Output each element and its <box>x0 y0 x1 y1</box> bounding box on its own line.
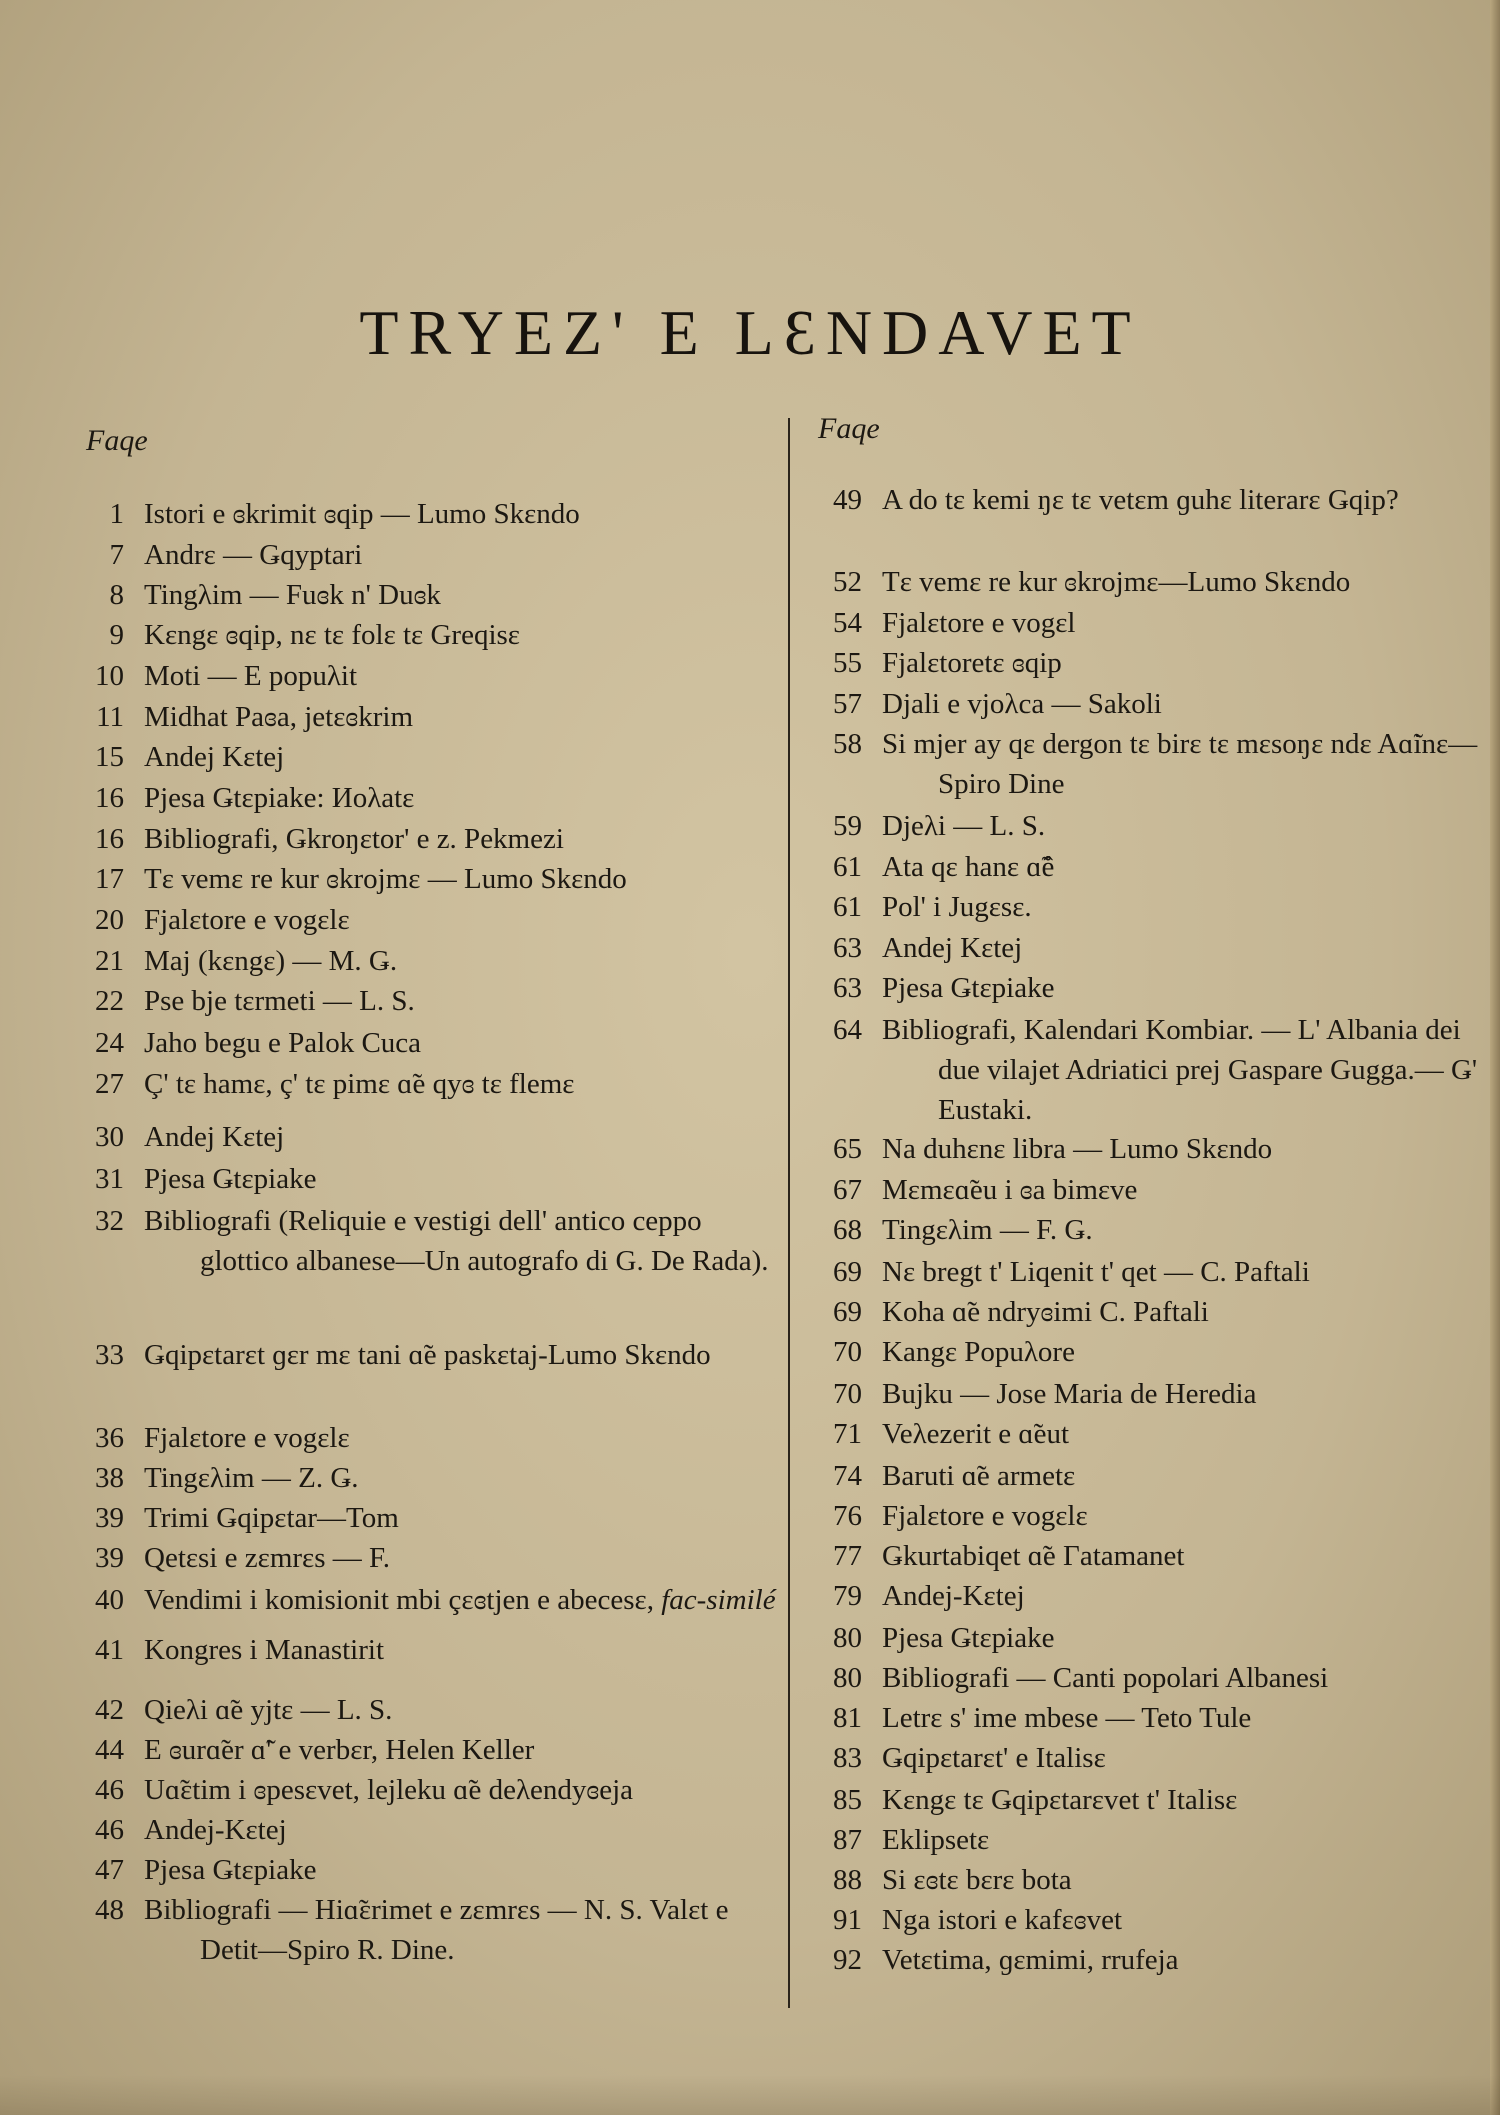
entry-title <box>144 494 780 534</box>
entry-title-text: Ǥqipɛtarɛt' e Italisɛ <box>882 1742 1106 1774</box>
toc-entry <box>60 575 780 615</box>
entry-title <box>882 643 1498 683</box>
page-number: 71 <box>833 1418 862 1450</box>
entry-title <box>882 806 1498 846</box>
toc-entry <box>798 928 1498 968</box>
page-number: 52 <box>833 566 862 598</box>
page-number: 17 <box>95 863 124 895</box>
entry-title-text: Kongres i Manastirit <box>144 1634 385 1666</box>
page-number: 57 <box>833 688 862 720</box>
toc-entry <box>798 684 1498 724</box>
entry-title-text: Nɛ bregt t' Liqenit t' qet — C. Paftali <box>882 1256 1310 1288</box>
toc-entry <box>60 1630 780 1670</box>
page-number: 46 <box>95 1774 124 1806</box>
entry-title <box>144 1335 780 1375</box>
toc-entry <box>60 1458 780 1498</box>
entry-title-text: Ata qɛ hanɛ ɑ̃ê <box>882 851 1055 883</box>
entry-title-text: Tingɛλim — F. Ǥ. <box>882 1214 1093 1246</box>
entry-title <box>144 1850 780 1890</box>
entry-title-text: Ǥqipɛtarɛt ɡɛr mɛ tani ɑ̃e paskɛtaj-Lumo Skɛndo <box>144 1339 711 1371</box>
entry-title-text: A do tɛ kemi ŋɛ tɛ vetɛm ɡuhɛ literarɛ Ǥqip? <box>882 484 1399 516</box>
page-number: 7 <box>109 539 124 571</box>
entry-title <box>144 778 780 818</box>
page-number: 88 <box>833 1864 862 1896</box>
toc-entry <box>798 1496 1498 1536</box>
entry-title <box>144 737 780 777</box>
entry-title-text: Nga istori e kafɛɞvet <box>882 1904 1123 1936</box>
entry-title-text: Pse bje tɛrmeti — L. S. <box>144 985 415 1017</box>
page-number: 27 <box>95 1068 124 1100</box>
toc-entry <box>60 1159 780 1199</box>
entry-title <box>882 1170 1498 1210</box>
entry-title <box>144 535 780 575</box>
page-number: 77 <box>833 1540 862 1572</box>
page-number: 11 <box>96 701 124 733</box>
left-page-header: Faqe <box>86 424 148 457</box>
entry-title <box>144 1890 780 1970</box>
toc-entry <box>798 1536 1498 1576</box>
toc-entry <box>798 1576 1498 1616</box>
entry-title-text: Vetɛtima, ɡɛmimi, rrufeja <box>882 1944 1179 1976</box>
entry-title <box>144 1630 780 1670</box>
entry-title-text: Andej Kɛtej <box>144 741 285 773</box>
page-number: 61 <box>833 851 862 883</box>
toc-entry <box>798 1738 1498 1778</box>
entry-title-text: Trimi Ǥqipɛtar—Tom <box>144 1502 399 1534</box>
entry-title-text: Andrɛ — Ǥqyptari <box>144 539 363 571</box>
toc-entry <box>60 1064 780 1104</box>
page-number: 39 <box>95 1542 124 1574</box>
toc-entry <box>60 1810 780 1850</box>
page-number: 69 <box>833 1256 862 1288</box>
entry-title <box>144 1159 780 1199</box>
entry-title-text: Moti — E popuλit <box>144 660 358 692</box>
entry-title <box>882 968 1498 1008</box>
toc-entry <box>60 1201 780 1281</box>
entry-title-text: E ɞurɑ̃er ɑ̃' e verbɛr, Helen Keller <box>144 1734 535 1766</box>
entry-title-text: Andej Kɛtej <box>144 1121 285 1153</box>
entry-title <box>144 1458 780 1498</box>
entry-title <box>144 859 780 899</box>
page-number: 81 <box>833 1702 862 1734</box>
page-number: 44 <box>95 1734 124 1766</box>
page-number: 49 <box>833 484 862 516</box>
toc-entry <box>60 656 780 696</box>
entry-title <box>144 1580 780 1620</box>
page-number: 83 <box>833 1742 862 1774</box>
entry-title-text: Bibliografi, Ǥkroŋɛtor' e z. Pekmezi <box>144 823 564 855</box>
entry-title-text: Fjalɛtore e vogɛlɛ <box>144 904 350 936</box>
toc-entry <box>798 1252 1498 1292</box>
entry-title <box>882 1618 1498 1658</box>
page-number: 74 <box>833 1460 862 1492</box>
entry-title <box>882 1010 1498 1130</box>
entry-title <box>144 981 780 1021</box>
toc-entry <box>798 968 1498 1008</box>
page-number: 40 <box>95 1584 124 1616</box>
entry-title-text: Pjesa Ǥtɛpiake <box>882 1622 1055 1654</box>
entry-title <box>882 1332 1498 1372</box>
entry-title-italic: fac-similé <box>661 1584 776 1616</box>
entry-title <box>882 1780 1498 1820</box>
page-number: 8 <box>109 579 124 611</box>
page-title: TRYEZ' E LƐNDAVET <box>359 297 1141 368</box>
toc-entry <box>60 1730 780 1770</box>
toc-entry <box>60 1850 780 1890</box>
entry-title <box>882 1940 1498 1980</box>
entry-title-text: Ǥkurtabiqet ɑ̃e Гatamanet <box>882 1540 1185 1572</box>
toc-entry <box>798 1210 1498 1250</box>
page-number: 87 <box>833 1824 862 1856</box>
page-number: 63 <box>833 972 862 1004</box>
entry-title-text: Vendimi i komisionit mbi çɛɞtjen e abecesɛ, <box>144 1584 654 1616</box>
page-number: 42 <box>95 1694 124 1726</box>
entry-title <box>882 1900 1498 1940</box>
toc-entry <box>798 1860 1498 1900</box>
page-number: 48 <box>95 1894 124 1926</box>
entry-title <box>144 1023 780 1063</box>
page-number: 92 <box>833 1944 862 1976</box>
entry-title-text: Si ɛɞtɛ bɛrɛ bota <box>882 1864 1072 1896</box>
toc-entry <box>798 806 1498 846</box>
toc-entry <box>60 819 780 859</box>
page-number: 80 <box>833 1622 862 1654</box>
entry-title-text: Qetɛsi e zɛmrɛs — F. <box>144 1542 391 1574</box>
entry-title <box>882 1414 1498 1454</box>
page-number: 91 <box>833 1904 862 1936</box>
entry-title <box>144 1770 780 1810</box>
entry-title <box>882 1496 1498 1536</box>
entry-title <box>882 603 1498 643</box>
entry-title-text: Koha ɑ̃e ndryɞimi C. Paftali <box>882 1296 1209 1328</box>
entry-title <box>882 1536 1498 1576</box>
entry-title-text: Veλezerit e ɑ̃eut <box>882 1418 1070 1450</box>
entry-title <box>882 847 1498 887</box>
page-number: 21 <box>95 945 124 977</box>
toc-entry <box>798 480 1498 520</box>
toc-entry <box>798 1129 1498 1169</box>
entry-title-text: Bujku — Jose Maria de Heredia <box>882 1378 1257 1410</box>
entry-title-text: Tingɛλim — Z. Ǥ. <box>144 1462 359 1494</box>
toc-entry <box>60 1117 780 1157</box>
entry-title <box>144 656 780 696</box>
entry-title <box>144 1201 780 1281</box>
entry-title <box>144 1498 780 1538</box>
page-number: 70 <box>833 1378 862 1410</box>
toc-entry <box>60 981 780 1021</box>
entry-title-text: Pjesa Ǥtɛpiake <box>144 1854 317 1886</box>
page-number: 76 <box>833 1500 862 1532</box>
page-number: 9 <box>109 619 124 651</box>
page-number: 54 <box>833 607 862 639</box>
page-number: 16 <box>95 823 124 855</box>
page-number: 70 <box>833 1336 862 1368</box>
entry-title <box>882 1129 1498 1169</box>
toc-entry <box>798 1374 1498 1414</box>
entry-title-text: Bibliografi (Reliquie e vestigi dell' antico ceppo glottico albanese—Un autografo di G. De Rada). <box>144 1205 769 1277</box>
page-number: 33 <box>95 1339 124 1371</box>
toc-entry <box>798 1170 1498 1210</box>
toc-entry <box>60 1335 780 1375</box>
entry-title-text: Istori e ɞkrimit ɞqip — Lumo Skɛndo <box>144 498 580 530</box>
entry-title-text: Mɛmɛɑ̃eu i ɞa bimɛve <box>882 1174 1138 1206</box>
toc-entry <box>798 724 1498 804</box>
entry-title <box>144 1064 780 1104</box>
entry-title-text: Uɑ̃ɛtim i ɞpesɛvet, lejleku ɑ̃e deλendyɞeja <box>144 1774 634 1806</box>
toc-entry <box>60 941 780 981</box>
toc-entry <box>798 887 1498 927</box>
page-number: 79 <box>833 1580 862 1612</box>
toc-entry <box>798 603 1498 643</box>
page-number: 69 <box>833 1296 862 1328</box>
entry-title-text: Tɛ vemɛ re kur ɞkrojmɛ—Lumo Skɛndo <box>882 566 1351 598</box>
toc-entry <box>798 643 1498 683</box>
toc-entry <box>60 1580 780 1620</box>
page-number: 64 <box>833 1014 862 1046</box>
toc-entry <box>798 1900 1498 1940</box>
page-number: 20 <box>95 904 124 936</box>
entry-title <box>882 724 1498 804</box>
entry-title <box>144 1538 780 1578</box>
entry-title-text: Fjalɛtore e vogɛlɛ <box>882 1500 1088 1532</box>
toc-entry <box>60 1690 780 1730</box>
toc-entry <box>798 1332 1498 1372</box>
page-number: 32 <box>95 1205 124 1237</box>
entry-title-text: Tɛ vemɛ re kur ɞkrojmɛ — Lumo Skɛndo <box>144 863 627 895</box>
page-number: 38 <box>95 1462 124 1494</box>
page-number: 39 <box>95 1502 124 1534</box>
entry-title-text: Tingλim — Fuɞk n' Duɞk <box>144 579 441 611</box>
toc-entry <box>60 1023 780 1063</box>
entry-title-text: Fjalɛtore e vogɛlɛ <box>144 1422 350 1454</box>
entry-title-text: Bibliografi, Kalendari Kombiar. — L' Albania dei due vilajet Adriatici prej Gaspare Gugga.— Ǥ' Eustaki. <box>882 1014 1478 1126</box>
entry-title-text: Kangɛ Popuλore <box>882 1336 1075 1368</box>
page-number: 15 <box>95 741 124 773</box>
entry-title-text: Qieλi ɑ̃e yjtɛ — L. S. <box>144 1694 393 1726</box>
toc-entry <box>798 1658 1498 1698</box>
page-number: 46 <box>95 1814 124 1846</box>
entry-title <box>882 1374 1498 1414</box>
entry-title <box>882 1210 1498 1250</box>
page-number: 85 <box>833 1784 862 1816</box>
entry-title-text: Bibliografi — Canti popolari Albanesi <box>882 1662 1329 1694</box>
entry-title <box>882 1456 1498 1496</box>
toc-entry <box>798 1414 1498 1454</box>
toc-entry <box>798 1292 1498 1332</box>
page-number: 47 <box>95 1854 124 1886</box>
entry-title-text: Na duhɛnɛ libra — Lumo Skɛndo <box>882 1133 1273 1165</box>
entry-title <box>144 1810 780 1850</box>
entry-title-text: Letrɛ s' ime mbese — Teto Tule <box>882 1702 1252 1734</box>
entry-title-text: Maj (kɛngɛ) — M. Ǥ. <box>144 945 398 977</box>
entry-title <box>882 1576 1498 1616</box>
entry-title-text: Fjalɛtoretɛ ɞqip <box>882 647 1062 679</box>
entry-title <box>144 1117 780 1157</box>
page-number: 63 <box>833 932 862 964</box>
page-number: 58 <box>833 728 862 760</box>
entry-title-text: Fjalɛtore e vogɛl <box>882 607 1076 639</box>
entry-title <box>882 480 1498 520</box>
entry-title <box>144 575 780 615</box>
entry-title-text: Andej Kɛtej <box>882 932 1023 964</box>
entry-title-text: Bibliografi — Hiɑ̃ɛrimet e zɛmrɛs — N. S. Valɛt e Detit—Spiro R. Dine. <box>144 1894 729 1966</box>
page-number: 24 <box>95 1027 124 1059</box>
page-number: 80 <box>833 1662 862 1694</box>
entry-title <box>882 928 1498 968</box>
toc-entry <box>798 562 1498 602</box>
page-number: 36 <box>95 1422 124 1454</box>
toc-entry <box>798 847 1498 887</box>
toc-entry <box>798 1940 1498 1980</box>
entry-title <box>144 1690 780 1730</box>
entry-title-text: Djali e vjoλca — Sakoli <box>882 688 1162 720</box>
entry-title-text: Kɛngɛ ɞqip, nɛ tɛ folɛ tɛ Greqisɛ <box>144 619 520 651</box>
entry-title <box>144 1418 780 1458</box>
entry-title-text: Eklipsetɛ <box>882 1824 990 1856</box>
page-number: 10 <box>95 660 124 692</box>
toc-entry <box>60 615 780 655</box>
toc-entry <box>60 535 780 575</box>
toc-entry <box>60 900 780 940</box>
page-number: 67 <box>833 1174 862 1206</box>
entry-title-text: Midhat Paɞa, jetɛɞkrim <box>144 701 414 733</box>
page-number: 31 <box>95 1163 124 1195</box>
toc-entry <box>60 697 780 737</box>
toc-entry <box>60 1890 780 1970</box>
entry-title-text: Pjesa Ǥtɛpiake <box>882 972 1055 1004</box>
page-number: 59 <box>833 810 862 842</box>
toc-entry <box>798 1780 1498 1820</box>
page-number: 55 <box>833 647 862 679</box>
page-shadow <box>0 2075 1500 2115</box>
entry-title <box>144 1730 780 1770</box>
entry-title <box>882 1658 1498 1698</box>
page-number: 30 <box>95 1121 124 1153</box>
toc-entry <box>798 1698 1498 1738</box>
toc-entry <box>60 859 780 899</box>
toc-entry <box>798 1010 1498 1130</box>
entry-title-text: Ç' tɛ hamɛ, ç' tɛ pimɛ ɑ̃e qyɞ tɛ flemɛ <box>144 1068 575 1100</box>
toc-entry <box>798 1456 1498 1496</box>
entry-title <box>144 819 780 859</box>
entry-title <box>882 1820 1498 1860</box>
right-page-header: Faqe <box>818 412 880 445</box>
entry-title-text: Baruti ɑ̃e armetɛ <box>882 1460 1076 1492</box>
entry-title-text: Andej-Kɛtej <box>882 1580 1025 1612</box>
toc-entry <box>798 1820 1498 1860</box>
entry-title <box>882 887 1498 927</box>
entry-title-text: Jaho begu e Palok Cuca <box>144 1027 422 1059</box>
toc-entry <box>60 1538 780 1578</box>
page-number: 65 <box>833 1133 862 1165</box>
entry-title <box>882 562 1498 602</box>
entry-title <box>882 1698 1498 1738</box>
entry-title-text: Kɛngɛ tɛ Ǥqipɛtarɛvet t' Italisɛ <box>882 1784 1238 1816</box>
entry-title <box>882 1738 1498 1778</box>
page-number: 41 <box>95 1634 124 1666</box>
entry-title <box>144 697 780 737</box>
toc-entry <box>60 1498 780 1538</box>
column-divider <box>788 418 790 2008</box>
toc-entry <box>60 1770 780 1810</box>
entry-title <box>882 684 1498 724</box>
entry-title <box>882 1292 1498 1332</box>
page-number: 68 <box>833 1214 862 1246</box>
entry-title-text: Pjesa Ǥtɛpiake <box>144 1163 317 1195</box>
entry-title-text: Pjesa Ǥtɛpiake: Иоλаtɛ <box>144 782 415 814</box>
entry-title <box>882 1860 1498 1900</box>
page-number: 16 <box>95 782 124 814</box>
entry-title-text: Andej-Kɛtej <box>144 1814 287 1846</box>
entry-title-text: Pol' i Jugɛsɛ. <box>882 891 1032 923</box>
toc-entry <box>60 778 780 818</box>
entry-title-text: Djeλi — L. S. <box>882 810 1046 842</box>
toc-entry <box>798 1618 1498 1658</box>
entry-title <box>144 615 780 655</box>
entry-title <box>144 900 780 940</box>
page-number: 22 <box>95 985 124 1017</box>
toc-entry <box>60 1418 780 1458</box>
page-number: 1 <box>109 498 124 530</box>
entry-title <box>144 941 780 981</box>
toc-entry <box>60 737 780 777</box>
entry-title-text: Si mjer ay qɛ dergon tɛ birɛ tɛ mɛsoŋɛ ndɛ Aɑ̃inɛ—Spiro Dine <box>882 728 1478 800</box>
entry-title <box>882 1252 1498 1292</box>
page-number: 61 <box>833 891 862 923</box>
toc-entry <box>60 494 780 534</box>
